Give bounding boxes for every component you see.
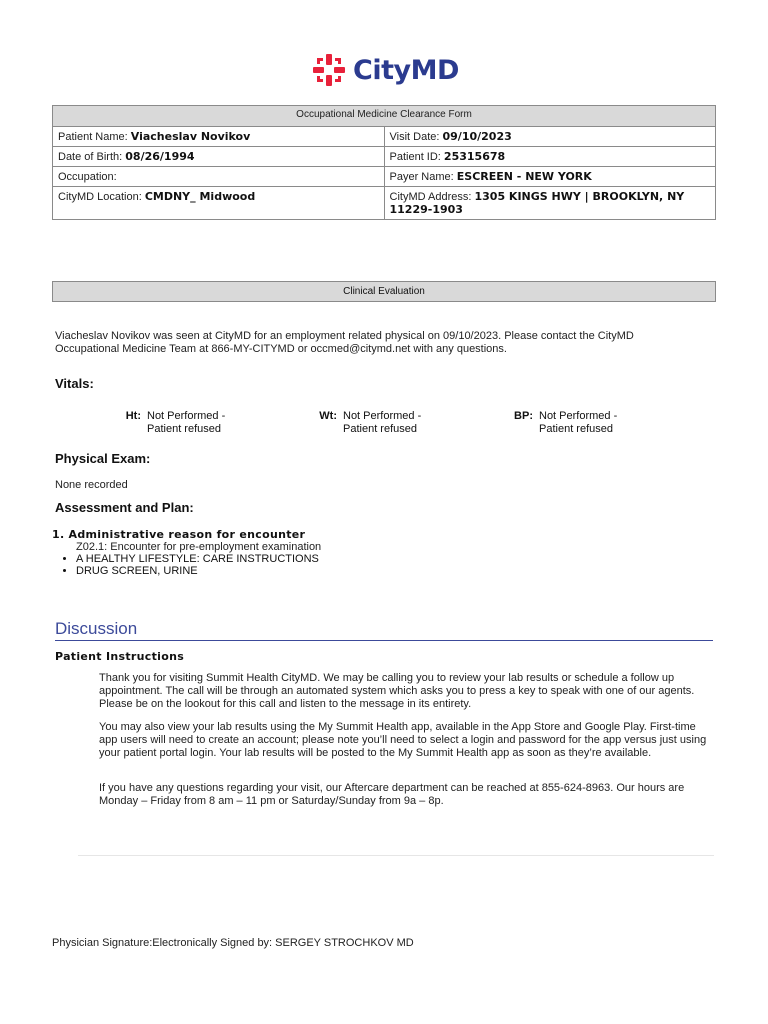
vital-bp: BP: Not Performed - Patient refused <box>514 410 618 435</box>
form-title: Occupational Medicine Clearance Form <box>53 106 716 127</box>
diagnosis-title: 1. Administrative reason for encounter <box>52 528 306 541</box>
physical-exam-heading: Physical Exam: <box>55 451 151 466</box>
visit-date: 09/10/2023 <box>442 130 512 143</box>
clearance-form-table <box>52 105 716 220</box>
visit-date-cell: Visit Date: 09/10/2023 <box>384 127 716 147</box>
citymd-logo <box>311 50 459 90</box>
brand-name: CityMD <box>353 54 459 86</box>
list-item: • DRUG SCREEN, URINE <box>76 565 319 577</box>
instructions-paragraph-2: You may also view your lab results using the My Summit Health app, available in the App Store and Google Play. First-time app users will need to create an account; please note you’ll need to select a login and password for the app versus just using your patient portal login. Your lab results will be posted to the My Summit Health app as soon as they’re available. <box>99 721 707 759</box>
dob: 08/26/1994 <box>125 150 195 163</box>
instructions-paragraph-1: Thank you for visiting Summit Health CityMD. We may be calling you to review your lab results or schedule a follow up appointment. The call will be through an automated system which asks you to press a key to speak with one of our agents. Please be on the lookout for this call and listen to the message in its entirety. <box>99 672 695 710</box>
dob-cell: Date of Birth: 08/26/1994 <box>53 147 385 167</box>
address-cell: CityMD Address: 1305 KINGS HWY | BROOKLYN, NY 11229-1903 <box>384 187 716 220</box>
occupation-cell: Occupation: <box>53 167 385 187</box>
location-cell: CityMD Location: CMDNY_ Midwood <box>53 187 385 220</box>
patient-id-cell: Patient ID: 25315678 <box>384 147 716 167</box>
divider <box>78 855 714 856</box>
diagnosis-code: Z02.1: Encounter for pre-employment examination <box>76 541 322 553</box>
physical-exam-text: None recorded <box>55 479 128 491</box>
patient-name-cell: Patient Name: Viacheslav Novikov <box>53 127 385 147</box>
list-item: • A HEALTHY LIFESTYLE: CARE INSTRUCTIONS <box>76 553 319 565</box>
clinical-evaluation-header: Clinical Evaluation <box>52 281 716 302</box>
clinical-intro: Viacheslav Novikov was seen at CityMD for an employment related physical on 09/10/2023. Please contact the CityMD Occupational Medicine Team at 866-MY-CITYMD or occmed@citymd.net with any questions. <box>55 330 634 355</box>
patient-name: Viacheslav Novikov <box>130 130 251 143</box>
physician-signature: Physician Signature:Electronically Signed by: SERGEY STROCHKOV MD <box>52 937 414 949</box>
assessment-heading: Assessment and Plan: <box>55 500 194 515</box>
vital-weight: Wt: Not Performed - Patient refused <box>319 410 422 435</box>
vitals-heading: Vitals: <box>55 376 94 391</box>
discussion-heading: Discussion <box>55 619 713 641</box>
address: 1305 KINGS HWY | BROOKLYN, NY 11229-1903 <box>389 190 685 216</box>
location: CMDNY_ Midwood <box>144 190 256 203</box>
payer-name: ESCREEN - NEW YORK <box>456 170 592 183</box>
patient-instructions-heading: Patient Instructions <box>55 650 185 663</box>
instructions-paragraph-3: If you have any questions regarding your visit, our Aftercare department can be reached at 855-624-8963. Our hours are Monday – Friday from 8 am – 11 pm or Saturday/Sunday from 9a – 8p. <box>99 782 685 807</box>
patient-id: 25315678 <box>443 150 506 163</box>
plan-list <box>62 553 319 577</box>
vital-height: Ht: Not Performed - Patient refused <box>125 410 226 435</box>
citymd-cross-icon <box>311 52 347 88</box>
payer-cell: Payer Name: ESCREEN - NEW YORK <box>384 167 716 187</box>
